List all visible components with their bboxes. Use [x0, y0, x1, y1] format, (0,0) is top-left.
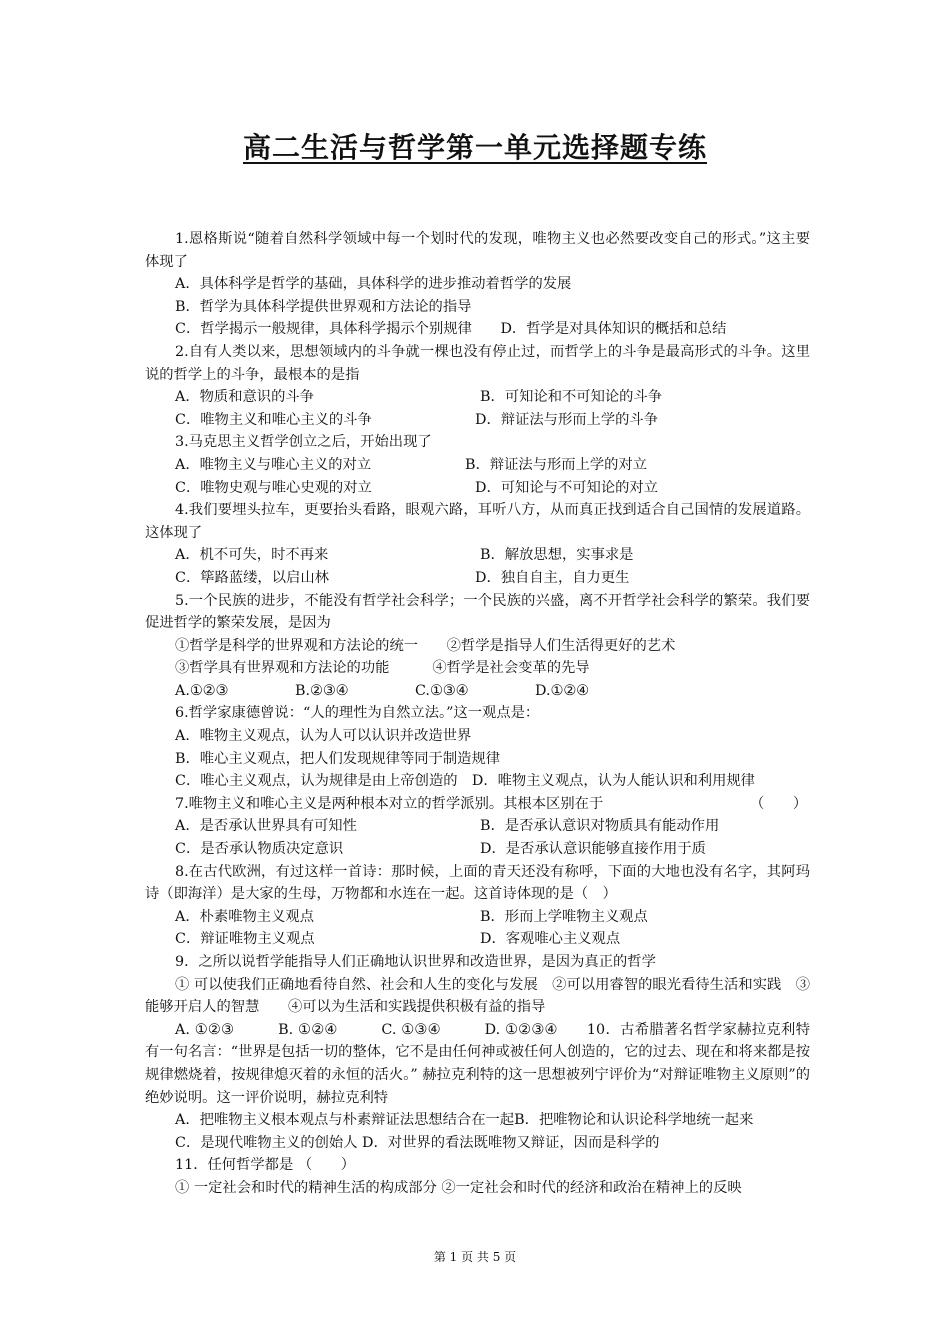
question-9-statements: ① 可以使我们正确地看待自然、社会和人生的变化与发展 ②可以用睿智的眼光看待生活和实践 ③能够开启人的智慧 ④可以为生活和实践提供积极有益的指导 [145, 976, 810, 1016]
question-5-option-d: D.①②④ [535, 682, 589, 699]
question-4-option-b: B．解放思想，实事求是 [480, 547, 634, 564]
question-8-options-ab [145, 906, 810, 929]
question-9-stem: 9．之所以说哲学能指导人们正确地认识世界和改造世界，是因为真正的哲学 [175, 954, 656, 970]
question-4-option-d: D．独自自主，自力更生 [475, 569, 630, 586]
question-7-options-ab [145, 815, 810, 838]
question-1-option-a: A．具体科学是哲学的基础，具体科学的进步推动着哲学的发展 [175, 276, 572, 293]
question-2-options-ab [145, 386, 810, 409]
question-7-option-b: B．是否承认意识对物质具有能动作用 [480, 818, 720, 835]
question-10-options-cd: C．是现代唯物主义的创始人 D．对世界的看法既唯物又辩证，因而是科学的 [175, 1134, 660, 1151]
question-3-options-cd [145, 477, 810, 500]
question-1-stem: 1.恩格斯说“随着自然科学领域中每一个划时代的发现，唯物主义也必然要改变自己的形式。”这主要体现了 [145, 231, 810, 270]
question-7-option-a: A．是否承认世界具有可知性 [175, 818, 357, 835]
question-5-statements-34: ③哲学具有世界观和方法论的功能 ④哲学是社会变革的先导 [175, 660, 590, 677]
question-8-option-c: C．辩证唯物主义观点 [175, 931, 315, 948]
question-2-option-d: D．辩证法与形而上学的斗争 [475, 411, 659, 428]
question-10-options-ab: A．把唯物主义根本观点与朴素辩证法思想结合在一起B．把唯物论和认识论科学地统一起来 [175, 1112, 754, 1129]
question-2-option-b: B．可知论和不可知论的斗争 [480, 389, 663, 406]
question-6-option-b: B．唯心主义观点，把人们发现规律等同于制造规律 [175, 750, 501, 767]
question-4-option-c: C．筚路蓝缕，以启山林 [175, 569, 329, 586]
question-8-option-a: A．朴素唯物主义观点 [175, 908, 314, 925]
question-2-options-cd [145, 409, 810, 432]
question-6-options-cd: C．唯心主义观点，认为规律是由上帝创造的 D．唯物主义观点，认为人能认识和利用规律 [175, 773, 755, 790]
question-5-option-a: A.①②③ [175, 682, 229, 699]
question-4-option-a: A．机不可失，时不再来 [175, 547, 329, 564]
question-5-option-b: B.②③④ [295, 682, 349, 699]
question-3-options-ab [145, 454, 810, 477]
question-4-stem: 4.我们要埋头拉车，更要抬头看路，眼观六路，耳听八方，从而真正找到适合自己国情的发展道路。这体现了 [145, 502, 810, 541]
question-9-options-and-question-10-stem: A. ①②③ B. ①②④ C. ①③④ D. ①②③④ 10．古希腊著名哲学家赫拉克利特有一句名言：“世界是包括一切的整体，它不是由任何神或被任何人创造的，它的过去、现在和将来都是按规律燃烧着，按规律熄灭着的永恒的活火。” 赫拉克利特的这一思想被列宁评价为“对辩证唯物主义原则”的绝妙说明。这一评价说明，赫拉克利特 [145, 1021, 810, 1106]
question-8-stem: 8.在古代欧洲，有过这样一首诗：那时候，上面的青天还没有称呼，下面的大地也没有名字，其阿玛诗（即海洋）是大家的生母，万物都和水连在一起。这首诗体现的是（ ） [145, 863, 810, 903]
question-7-option-d: D．是否承认意识能够直接作用于质 [480, 841, 706, 858]
question-8-options-cd [145, 928, 810, 951]
question-3-option-a: A．唯物主义与唯心主义的对立 [175, 456, 372, 473]
question-4-options-ab [145, 544, 810, 567]
document-body [145, 228, 810, 1200]
question-5-options [145, 680, 810, 703]
question-7-option-c: C．是否承认物质决定意识 [175, 841, 344, 858]
question-11-stem: 11．任何哲学都是 （ ） [175, 1157, 356, 1174]
page-footer: 第 1 页 共 5 页 [433, 1250, 517, 1264]
question-1-options-cd: C．哲学揭示一般规律，具体科学揭示个别规律 D．哲学是对具体知识的概括和总结 [175, 321, 727, 338]
question-7-stem-line [145, 793, 810, 816]
question-3-option-b: B．辩证法与形而上学的对立 [465, 456, 648, 473]
question-5-option-c: C.①③④ [415, 682, 469, 699]
question-11-statements-12: ① 一定社会和时代的精神生活的构成部分 ②一定社会和时代的经济和政治在精神上的反映 [175, 1179, 742, 1196]
page-title: 高二生活与哲学第一单元选择题专练 [242, 131, 707, 164]
question-7-options-cd [145, 838, 810, 861]
question-5-statements-12: ①哲学是科学的世界观和方法论的统一 ②哲学是指导人们生活得更好的艺术 [175, 637, 676, 654]
question-2-stem: 2.自有人类以来，思想领域内的斗争就一棵也没有停止过，而哲学上的斗争是最高形式的斗争。这里说的哲学上的斗争，最根本的是指 [145, 343, 810, 383]
question-3-stem: 3.马克思主义哲学创立之后，开始出现了 [175, 434, 432, 451]
answer-paren: （ ） [750, 795, 808, 812]
question-8-option-b: B．形而上学唯物主义观点 [480, 908, 648, 925]
question-5-stem: 5.一个民族的进步，不能没有哲学社会科学；一个民族的兴盛，离不开哲学社会科学的繁荣。我们要促进哲学的繁荣发展，是因为 [145, 592, 810, 632]
question-2-option-a: A．物质和意识的斗争 [175, 389, 314, 406]
question-2-option-c: C．唯物主义和唯心主义的斗争 [175, 411, 372, 428]
question-6-option-a: A．唯物主义观点，认为人可以认识并改造世界 [175, 728, 472, 745]
question-1-option-b: B．哲学为具体科学提供世界观和方法论的指导 [175, 298, 472, 315]
question-7-stem: 7.唯物主义和唯心主义是两种根本对立的哲学派别。其根本区别在于 [175, 795, 604, 812]
question-3-option-d: D．可知论与不可知论的对立 [475, 479, 659, 496]
question-4-options-cd [145, 567, 810, 590]
question-8-option-d: D．客观唯心主义观点 [480, 931, 621, 948]
question-3-option-c: C．唯物史观与唯心史观的对立 [175, 479, 372, 496]
question-6-stem: 6.哲学家康德曾说：“人的理性为自然立法。”这一观点是： [175, 705, 540, 722]
